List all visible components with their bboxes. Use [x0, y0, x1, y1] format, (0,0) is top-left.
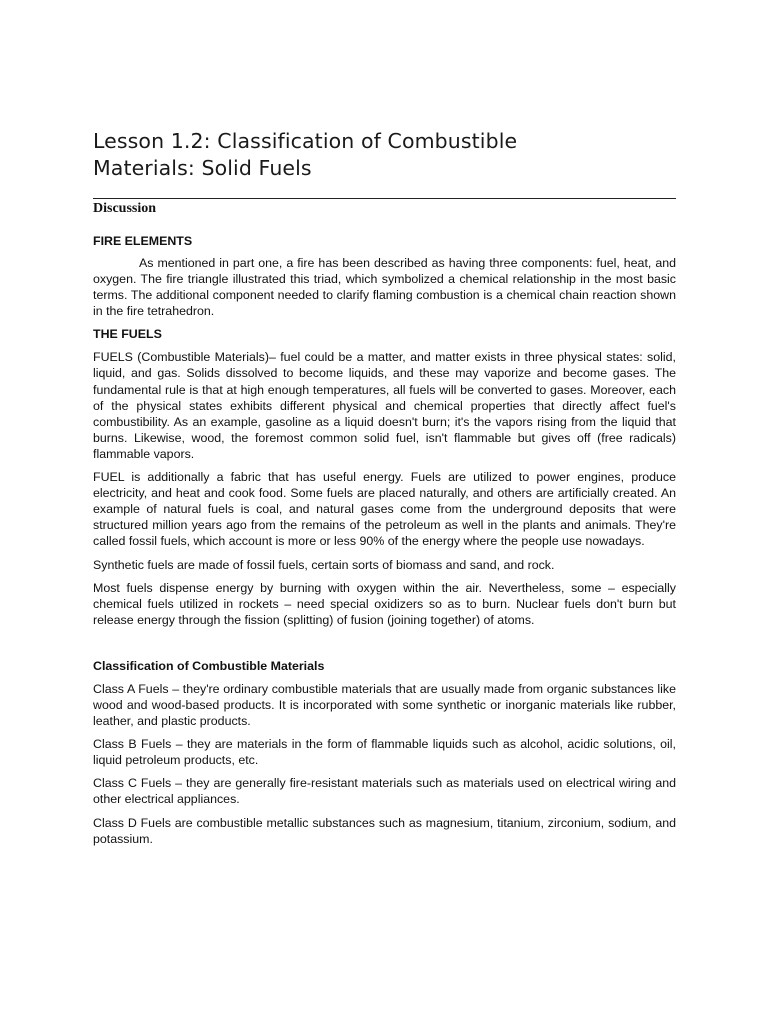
section-label-discussion: Discussion	[93, 201, 157, 216]
heading-fire-elements: FIRE ELEMENTS	[93, 234, 193, 248]
heading-classification: Classification of Combustible Materials	[93, 658, 325, 673]
lesson-title	[93, 128, 676, 182]
paragraph-fuels-states: FUELS (Combustible Materials)– fuel could be a matter, and matter exists in three physical states: solid, liquid, and gas. Solids dissolved to become liquids, and these may vaporize and become gases. The fundamental rule is that at high enough temperatures, all fuels will be converted to gases. Moreover, each of the physical states exhibits different physical and chemical properties that directly affect fuel's combustibility. As an example, gasoline as a liquid doesn't burn; it's the vapors rising from the liquid that burns. Likewise, wood, the foremost common solid fuel, isn't flammable but gives off (free radicals) flammable vapors.	[93, 350, 676, 461]
paragraph-class-d: Class D Fuels are combustible metallic substances such as magnesium, titanium, zirconium, sodium, and potassium.	[93, 815, 676, 846]
paragraph-class-a: Class A Fuels – they're ordinary combustible materials that are usually made from organic substances like wood and wood-based products. It is incorporated with some synthetic or inorganic materials like rubber, leather, and plastic products.	[93, 681, 676, 729]
heading-the-fuels: THE FUELS	[93, 327, 162, 342]
paragraph-fire-elements: As mentioned in part one, a fire has been described as having three components: fuel, heat, and oxygen. The fire triangle illustrated this triad, which symbolized a chemical relationship in the most basic terms. The additional component needed to clarify flaming combustion is a chemical chain reaction shown in the fire tetrahedron.	[93, 256, 676, 319]
document-page	[93, 128, 676, 847]
paragraph-fuel-energy: FUEL is additionally a fabric that has useful energy. Fuels are utilized to power engines, produce electricity, and heat and cook food. Some fuels are placed naturally, and others are artificially created. An example of natural fuels is coal, and natural gases come from the underground deposits that were structured million years ago from the remains of the petroleum as well in the plants and animals. They're called fossil fuels, which account is more or less 90% of the energy where the people use nowadays.	[93, 470, 676, 549]
lesson-title-line-1: Lesson 1.2: Classification of Combustible	[93, 129, 518, 153]
title-divider	[93, 198, 676, 199]
paragraph-burning-oxygen: Most fuels dispense energy by burning with oxygen within the air. Nevertheless, some – especially chemical fuels utilized in rockets – need special oxidizers so as to burn. Nuclear fuels don't burn but release energy through the fission (splitting) of fusion (joining together) of atoms.	[93, 580, 676, 627]
paragraph-class-b: Class B Fuels – they are materials in the form of flammable liquids such as alcohol, acidic solutions, oil, liquid petroleum products, etc.	[93, 737, 676, 768]
paragraph-class-c: Class C Fuels – they are generally fire-resistant materials such as materials used on electrical wiring and other electrical appliances.	[93, 776, 676, 807]
paragraph-synthetic-fuels: Synthetic fuels are made of fossil fuels, certain sorts of biomass and sand, and rock.	[93, 557, 555, 572]
lesson-title-line-2: Materials: Solid Fuels	[93, 156, 312, 180]
